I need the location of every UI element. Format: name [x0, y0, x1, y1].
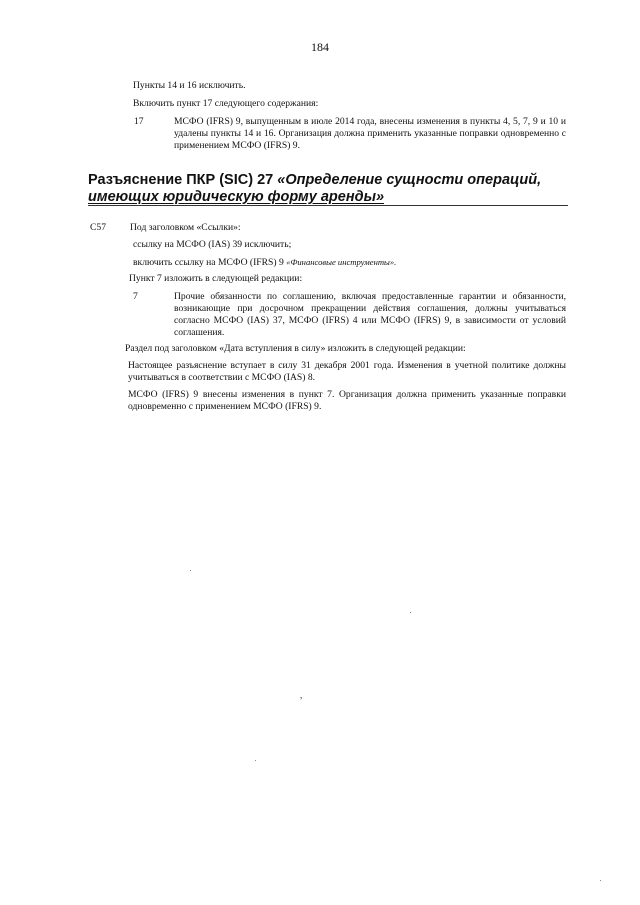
section-heading	[88, 172, 568, 206]
section-label-c57: C57	[90, 222, 106, 233]
page-number: 184	[311, 40, 329, 54]
heading-italic-2: имеющих юридическую форму аренды»	[88, 189, 385, 205]
paragraph-17-number: 17	[134, 116, 144, 127]
text-delete-ias39-reference: ссылку на МСФО (IAS) 39 исключить;	[133, 239, 292, 250]
text-include-ifrs9-reference: включить ссылку на МСФО (IFRS) 9 «Финансовые инструменты».	[133, 257, 397, 268]
text-paragraph-7-new-wording: Пункт 7 изложить в следующей редакции:	[129, 273, 303, 284]
text-under-references-heading: Под заголовком «Ссылки»:	[130, 222, 241, 233]
heading-plain: Разъяснение ПКР (SIC) 27	[88, 172, 278, 188]
scan-speck	[410, 612, 411, 613]
scan-speck	[255, 760, 256, 761]
scan-speck	[600, 880, 601, 881]
text-effective-date-section: Раздел под заголовком «Дата вступления в силу» изложить в следующей редакции:	[125, 343, 466, 354]
heading-underline-rule	[88, 205, 568, 206]
paragraph-17-text: МСФО (IFRS) 9, выпущенным в июле 2014 года, внесены изменения в пункты 4, 5, 7, 9 и 10 и удалены пункты 14 и 16. Организация должна применить указанные поправки одновременно с применением МСФО (IFRS) 9.	[174, 116, 566, 151]
text-include-paragraph-17: Включить пункт 17 следующего содержания:	[133, 98, 319, 109]
paragraph-ifrs9-amendment: МСФО (IFRS) 9 внесены изменения в пункт 7. Организация должна применить указанные поправки одновременно с применением МСФО (IFRS) 9.	[128, 389, 566, 412]
scan-speck	[190, 570, 191, 571]
stray-mark: ,	[300, 690, 303, 700]
heading-italic-1: «Определение сущности операций,	[277, 172, 542, 188]
paragraph-7-number: 7	[133, 291, 138, 302]
text-delete-paragraphs: Пункты 14 и 16 исключить.	[133, 80, 246, 91]
paragraph-effective-date: Настоящее разъяснение вступает в силу 31 декабря 2001 года. Изменения в учетной политике должны учитываться в соответствии с МСФО (IAS) 8.	[128, 360, 566, 383]
paragraph-7-text: Прочие обязанности по соглашению, включая предоставленные гарантии и обязанности, возникающие при досрочном прекращении действия соглашения, должны учитываться согласно МСФО (IAS) 37, МСФО (IFRS) 4 или МСФО (IFRS) 9, в зависимости от условий соглашения.	[174, 291, 566, 338]
